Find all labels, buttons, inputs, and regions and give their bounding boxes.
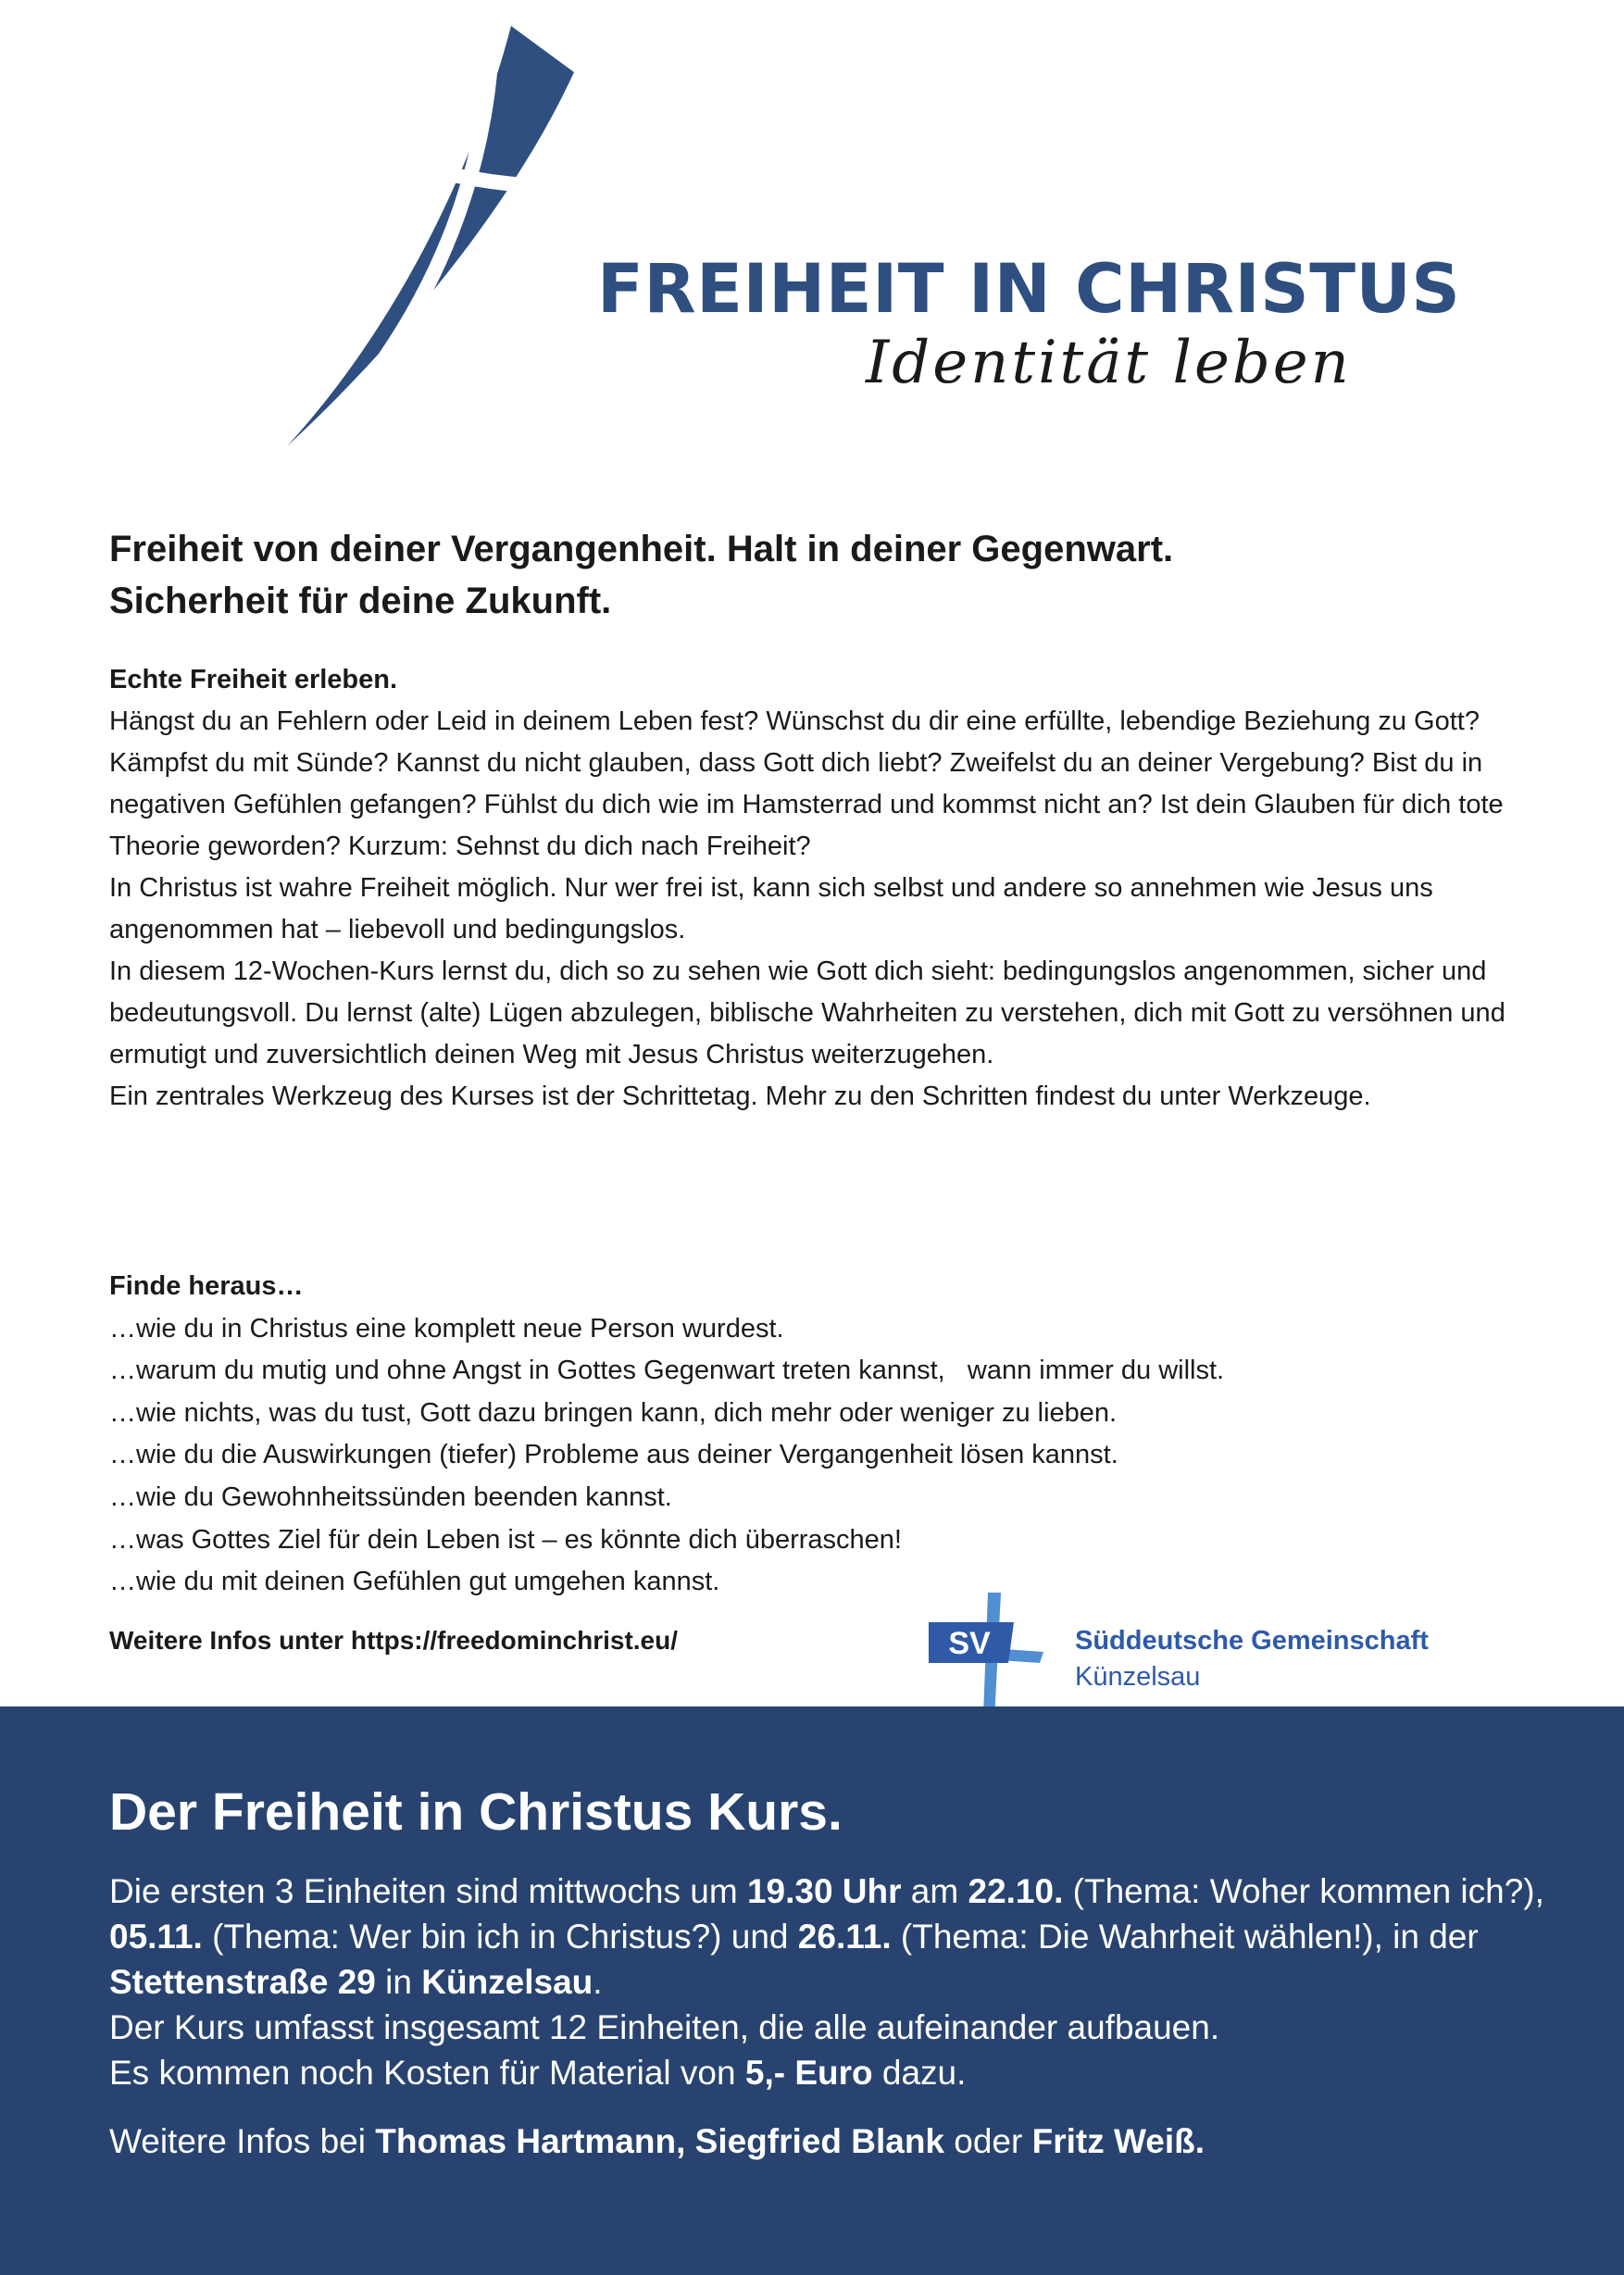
headline-line-2: Sicherheit für deine Zukunft. xyxy=(109,581,612,621)
contact-text: oder xyxy=(944,2122,1032,2160)
course-title: Der Freiheit in Christus Kurs. xyxy=(109,1782,843,1842)
find-out-item: …wie nichts, was du tust, Gott dazu bringen kann, dich mehr oder weniger zu lieben. xyxy=(109,1397,1118,1428)
course-street: Stettenstraße 29 xyxy=(109,1963,376,2001)
schedule-text: Die ersten 3 Einheiten sind mittwochs um xyxy=(109,1872,747,1910)
find-out-item: …wie du Gewohnheitssünden beenden kannst. xyxy=(109,1481,672,1512)
intro-heading: Echte Freiheit erleben. xyxy=(109,665,398,694)
course-time: 19.30 Uhr xyxy=(746,1872,902,1910)
costs-text: dazu. xyxy=(872,2054,967,2092)
sv-organization-city: Künzelsau xyxy=(1075,1662,1201,1692)
schedule-text: am xyxy=(901,1872,968,1910)
intro-paragraph-4: Ein zentrales Werkzeug des Kurses ist der Schrittetag. Mehr zu den Schritten findest du unter Werkzeuge. xyxy=(109,1081,1371,1111)
page-headline xyxy=(109,523,1535,627)
course-schedule xyxy=(109,1869,1554,2005)
course-date-1: 22.10. xyxy=(968,1872,1064,1910)
costs-text: Es kommen noch Kosten für Material von xyxy=(109,2054,745,2092)
sv-badge-text: SV xyxy=(948,1626,991,1661)
intro-paragraph-2: In Christus ist wahre Freiheit möglich. Nur wer frei ist, kann sich selbst und andere so annehmen wie Jesus uns angenommen hat – liebevoll und bedingungslos. xyxy=(109,873,1433,944)
find-out-heading: Finde heraus… xyxy=(109,1271,304,1301)
logo-tagline: Identität leben xyxy=(866,329,1352,397)
course-units: Der Kurs umfasst insgesamt 12 Einheiten, die alle aufeinander aufbauen. xyxy=(109,2008,1220,2046)
sail-cross-logo-icon xyxy=(278,19,583,454)
course-date-2: 05.11. xyxy=(109,1918,203,1956)
contact-name: Fritz Weiß. xyxy=(1031,2122,1205,2160)
sv-organization-name: Süddeutsche Gemeinschaft xyxy=(1075,1626,1429,1656)
schedule-text: (Thema: Wer bin ich in Christus?) und xyxy=(202,1918,798,1956)
headline-line-1: Freiheit von deiner Vergangenheit. Halt in deiner Gegenwart. xyxy=(109,529,1174,569)
logo-title: FREIHEIT IN CHRISTUS xyxy=(597,250,1461,329)
find-out-item: …wie du mit deinen Gefühlen gut umgehen kannst. xyxy=(109,1567,720,1597)
intro-paragraph-1: Hängst du an Fehlern oder Leid in deinem Leben fest? Wünschst du dir eine erfüllte, lebendige Beziehung zu Gott? Kämpfst du mit Sünde? Kannst du nicht glauben, dass Gott dich liebt? Zweifelst du an deiner Vergebung? Bist du in negativen Gefühlen gefangen? Fühlst du dich wie im Hamsterrad und kommst nicht an? Ist dein Glauben für dich tote Theorie geworden? Kurzum: Sehnst du dich nach Freiheit? xyxy=(109,706,1504,861)
find-out-item: …warum du mutig und ohne Angst in Gottes Gegenwart treten kannst, wann immer du willst. xyxy=(109,1356,1225,1386)
more-info-link[interactable]: Weitere Infos unter https://freedominchrist.eu/ xyxy=(109,1626,679,1655)
find-out-item: …wie du in Christus eine komplett neue Person wurdest. xyxy=(109,1313,784,1344)
schedule-text: . xyxy=(593,1963,603,2001)
course-town: Künzelsau xyxy=(421,1963,593,2001)
contact-names: Thomas Hartmann, Siegfried Blank xyxy=(375,2122,944,2160)
schedule-text: in xyxy=(375,1963,422,2001)
schedule-text: (Thema: Woher kommen ich?), xyxy=(1063,1872,1544,1910)
course-contact xyxy=(109,2119,1554,2164)
schedule-text: (Thema: Die Wahrheit wählen!), in der xyxy=(891,1918,1479,1956)
contact-text: Weitere Infos bei xyxy=(109,2122,376,2160)
find-out-item: …was Gottes Ziel für dein Leben ist – es könnte dich überraschen! xyxy=(109,1524,902,1555)
find-out-section xyxy=(109,1266,1526,1604)
course-costs xyxy=(109,2050,1554,2095)
course-price: 5,- Euro xyxy=(744,2054,873,2092)
course-date-3: 26.11. xyxy=(797,1918,892,1956)
course-details xyxy=(109,1869,1554,2095)
intro-section xyxy=(109,659,1526,1118)
intro-paragraph-3: In diesem 12-Wochen-Kurs lernst du, dich so zu sehen wie Gott dich sieht: bedingungslos angenommen, sicher und bedeutungsvoll. Du lernst (alte) Lügen abzulegen, biblische Wahrheiten zu verstehen, dich mit Gott zu versöhnen und ermutigt und zuversichtlich deinen Weg mit Jesus Christus weiterzugehen. xyxy=(109,956,1505,1069)
find-out-item: …wie du die Auswirkungen (tiefer) Probleme aus deiner Vergangenheit lösen kannst. xyxy=(109,1440,1118,1470)
